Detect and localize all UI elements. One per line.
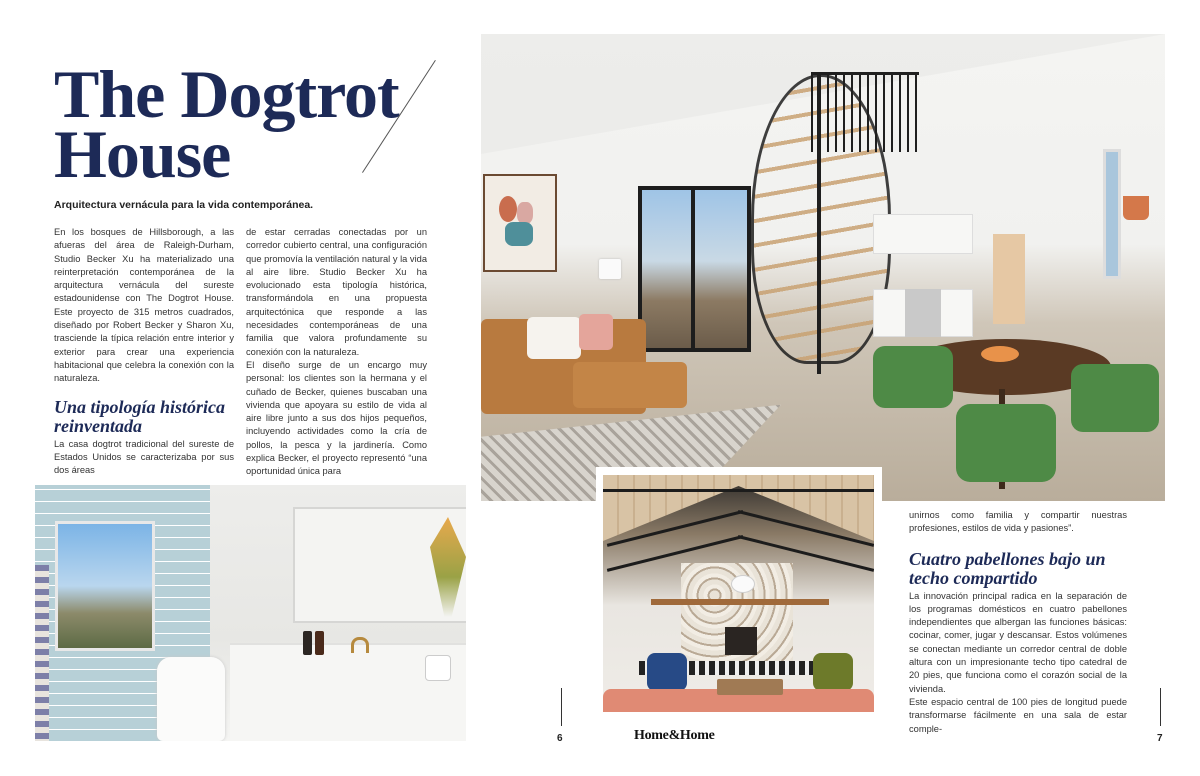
article-title-line2: House [54,116,231,192]
text-column-2 [246,226,427,479]
footer-rule-right [1160,688,1161,726]
dining-chair [1071,364,1159,432]
paragraph: En los bosques de Hillsborough, a las afueras del área de Raleigh-Durham, Studio Becker Xu ha materializado una reinterpretación contemporánea de la arquitectura vernácula del sureste estadounidense con The Dogtrot House. Este proyecto de 315 metros cuadrados, diseñado por Robert Becker y Sharon Xu, trasciende la típica relación entre interior y exterior para crear una experiencia habitacional que celebra la conexión con la naturaleza. [54,227,234,384]
paragraph: Este espacio central de 100 pies de longitud puede transformarse fácilmente en una sala de estar comple- [909,696,1127,734]
text-column-3 [909,509,1127,736]
bathroom-photo [35,485,466,741]
toilet [157,657,225,741]
living-room-photo [481,34,1165,501]
great-room-frame [596,467,882,720]
section-heading: Una tipología histórica reinventada [54,396,226,436]
dining-chair [873,346,953,408]
bathroom-window [55,521,155,651]
page-number-left: 6 [557,733,563,744]
paragraph: de estar cerradas conectadas por un corredor cubierto central, una configuración que promovía la ventilación natural y la vida al aire libre. Studio Becker Xu ha evolucionado esta tipología histórica, transformándola en una propuesta arquitectónica que responde a las necesidades contemporáneas de una familia que valora profundamente su conexión con la naturaleza. [246,227,427,357]
kitchen-cabinets [873,214,973,254]
magazine-brand-logo: Home&Home [634,728,715,743]
paragraph: unirnos como familia y compartir nuestras profesiones, estilos de vida y pasiones”. [909,510,1127,534]
section-heading: Cuatro pabellones bajo un techo compartido [909,548,1106,588]
paragraph: El diseño surge de un encargo muy personal: los clientes son la hermana y el cuñado de Becker, quienes buscaban una vivienda que apoyara su estilo de vida al aire libre junto a sus dos hijos pequeños, incluyendo actividades como la cría de pollos, la pesca y la jardinería. Como explica Becker, el proyecto representó “una oportunidad única para [246,359,427,477]
article-title [54,56,399,192]
page-number-right: 7 [1157,733,1163,744]
article-subtitle: Arquitectura vernácula para la vida contemporánea. [54,199,314,211]
blue-armchair [647,653,687,691]
dining-chair [956,404,1056,482]
footer-rule-left [561,688,562,726]
great-room-photo [603,475,874,712]
text-column-1 [54,226,234,477]
wall-art [483,174,557,272]
paragraph: La innovación principal radica en la separación de los programas domésticos en cuatro pabellones independientes que albergan las funciones básicas: cocinar, comer, jugar y descansar. Estos volúmenes se conectan mediante un corredor central de doble altura con un impresionante techo tipo catedral de 20 pies, que funciona como el corazón social de la vivienda. [909,590,1127,694]
green-armchair [813,653,853,691]
article-title-line1: The Dogtrot [54,56,399,132]
paragraph: La casa dogtrot tradicional del sureste de Estados Unidos se caracterizaba por sus dos áreas [54,438,234,476]
